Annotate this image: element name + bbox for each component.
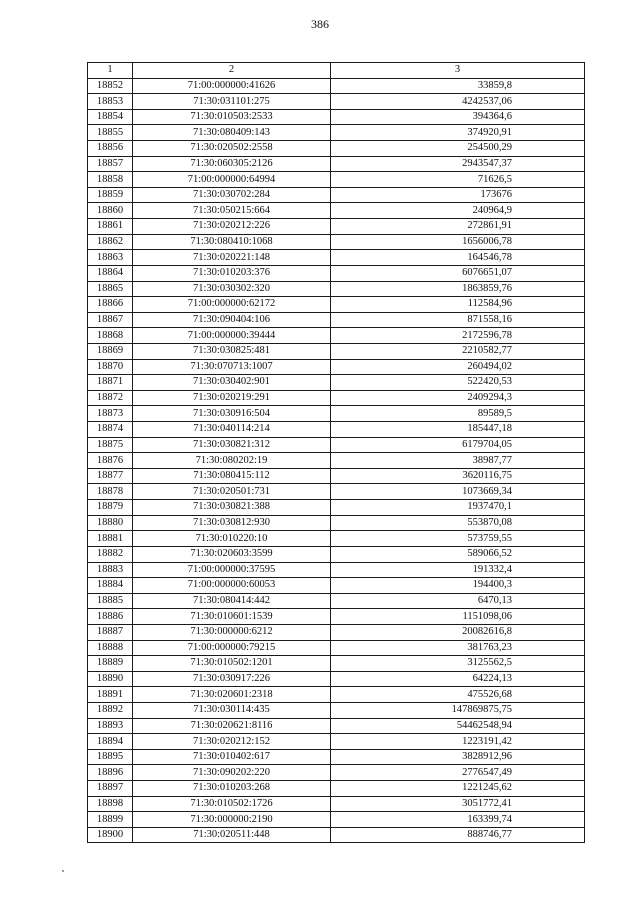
cadastral-number-cell: 71:30:010601:1539 (133, 609, 331, 625)
value-cell: 240964,9 (331, 203, 585, 219)
value-cell: 888746,77 (331, 827, 585, 843)
value-cell: 71626,5 (331, 172, 585, 188)
table-row (88, 702, 585, 718)
scan-speck (62, 870, 64, 872)
table-row (88, 796, 585, 812)
table-row (88, 453, 585, 469)
cadastral-number-cell: 71:00:000000:60053 (133, 578, 331, 594)
value-cell: 871558,16 (331, 312, 585, 328)
cadastral-number-cell: 71:30:020501:731 (133, 484, 331, 500)
table-row (88, 515, 585, 531)
table-row (88, 765, 585, 781)
row-number-cell: 18866 (88, 297, 133, 313)
table-row (88, 827, 585, 843)
table-row (88, 141, 585, 157)
value-cell: 89589,5 (331, 406, 585, 422)
table-row (88, 749, 585, 765)
value-cell: 254500,29 (331, 141, 585, 157)
row-number-cell: 18884 (88, 578, 133, 594)
value-cell: 374920,91 (331, 125, 585, 141)
table-row (88, 359, 585, 375)
cadastral-number-cell: 71:30:030114:435 (133, 702, 331, 718)
table-row (88, 312, 585, 328)
table-row (88, 203, 585, 219)
table-header-row (88, 63, 585, 79)
row-number-cell: 18861 (88, 219, 133, 235)
table-row (88, 734, 585, 750)
column-header-2: 2 (133, 63, 331, 79)
table-row (88, 109, 585, 125)
cadastral-number-cell: 71:30:030402:901 (133, 375, 331, 391)
row-number-cell: 18878 (88, 484, 133, 500)
value-cell: 173676 (331, 187, 585, 203)
row-number-cell: 18874 (88, 422, 133, 438)
table-row (88, 484, 585, 500)
row-number-cell: 18894 (88, 734, 133, 750)
row-number-cell: 18860 (88, 203, 133, 219)
value-cell: 194400,3 (331, 578, 585, 594)
value-cell: 1223191,42 (331, 734, 585, 750)
cadastral-number-cell: 71:30:030916:504 (133, 406, 331, 422)
table-row (88, 250, 585, 266)
cadastral-number-cell: 71:30:040114:214 (133, 422, 331, 438)
table-row (88, 187, 585, 203)
cadastral-number-cell: 71:30:010203:376 (133, 265, 331, 281)
row-number-cell: 18897 (88, 781, 133, 797)
value-cell: 112584,96 (331, 297, 585, 313)
table-row (88, 656, 585, 672)
table-row (88, 390, 585, 406)
cadastral-number-cell: 71:30:030821:388 (133, 500, 331, 516)
value-cell: 147869875,75 (331, 702, 585, 718)
cadastral-number-cell: 71:30:010220:10 (133, 531, 331, 547)
row-number-cell: 18891 (88, 687, 133, 703)
cadastral-number-cell: 71:30:000000:2190 (133, 812, 331, 828)
table-row (88, 609, 585, 625)
table-row (88, 125, 585, 141)
cadastral-number-cell: 71:30:010502:1201 (133, 656, 331, 672)
row-number-cell: 18870 (88, 359, 133, 375)
cadastral-number-cell: 71:30:030302:320 (133, 281, 331, 297)
row-number-cell: 18885 (88, 593, 133, 609)
row-number-cell: 18896 (88, 765, 133, 781)
table-row (88, 578, 585, 594)
table-row (88, 781, 585, 797)
value-cell: 33859,8 (331, 78, 585, 94)
cadastral-number-cell: 71:30:020219:291 (133, 390, 331, 406)
table-row (88, 468, 585, 484)
column-header-1: 1 (88, 63, 133, 79)
row-number-cell: 18871 (88, 375, 133, 391)
cadastral-number-cell: 71:30:080202:19 (133, 453, 331, 469)
row-number-cell: 18882 (88, 546, 133, 562)
table-row (88, 375, 585, 391)
value-cell: 38987,77 (331, 453, 585, 469)
row-number-cell: 18868 (88, 328, 133, 344)
value-cell: 6076651,07 (331, 265, 585, 281)
cadastral-number-cell: 71:30:080410:1068 (133, 234, 331, 250)
row-number-cell: 18853 (88, 94, 133, 110)
row-number-cell: 18875 (88, 437, 133, 453)
table-row (88, 812, 585, 828)
cadastral-number-cell: 71:30:080409:143 (133, 125, 331, 141)
table-row (88, 437, 585, 453)
cadastral-number-cell: 71:30:060305:2126 (133, 156, 331, 172)
value-cell: 54462548,94 (331, 718, 585, 734)
cadastral-number-cell: 71:30:080415:112 (133, 468, 331, 484)
table-row (88, 219, 585, 235)
cadastral-number-cell: 71:30:030702:284 (133, 187, 331, 203)
cadastral-number-cell: 71:30:020212:226 (133, 219, 331, 235)
value-cell: 573759,55 (331, 531, 585, 547)
cadastral-number-cell: 71:30:010503:2533 (133, 109, 331, 125)
cadastral-number-cell: 71:30:010502:1726 (133, 796, 331, 812)
cadastral-number-cell: 71:30:020603:3599 (133, 546, 331, 562)
value-cell: 1073669,34 (331, 484, 585, 500)
row-number-cell: 18863 (88, 250, 133, 266)
value-cell: 185447,18 (331, 422, 585, 438)
table-row (88, 343, 585, 359)
row-number-cell: 18899 (88, 812, 133, 828)
table-row (88, 624, 585, 640)
cadastral-number-cell: 71:30:000000:6212 (133, 624, 331, 640)
row-number-cell: 18877 (88, 468, 133, 484)
cadastral-number-cell: 71:30:090404:106 (133, 312, 331, 328)
row-number-cell: 18873 (88, 406, 133, 422)
cadastral-number-cell: 71:30:031101:275 (133, 94, 331, 110)
table-row (88, 640, 585, 656)
value-cell: 394364,6 (331, 109, 585, 125)
row-number-cell: 18886 (88, 609, 133, 625)
table-row (88, 78, 585, 94)
table-row (88, 94, 585, 110)
cadastral-number-cell: 71:30:010203:268 (133, 781, 331, 797)
row-number-cell: 18854 (88, 109, 133, 125)
value-cell: 1937470,1 (331, 500, 585, 516)
cadastral-number-cell: 71:30:010402:617 (133, 749, 331, 765)
value-cell: 1863859,76 (331, 281, 585, 297)
row-number-cell: 18865 (88, 281, 133, 297)
table-row (88, 234, 585, 250)
cadastral-number-cell: 71:30:050215:664 (133, 203, 331, 219)
value-cell: 3620116,75 (331, 468, 585, 484)
value-cell: 20082616,8 (331, 624, 585, 640)
value-cell: 553870,08 (331, 515, 585, 531)
table-row (88, 156, 585, 172)
table-row (88, 265, 585, 281)
value-cell: 163399,74 (331, 812, 585, 828)
row-number-cell: 18898 (88, 796, 133, 812)
cadastral-number-cell: 71:30:020511:448 (133, 827, 331, 843)
table-row (88, 297, 585, 313)
registry-table (87, 62, 585, 843)
value-cell: 475526,68 (331, 687, 585, 703)
row-number-cell: 18880 (88, 515, 133, 531)
row-number-cell: 18890 (88, 671, 133, 687)
row-number-cell: 18856 (88, 141, 133, 157)
cadastral-number-cell: 71:00:000000:62172 (133, 297, 331, 313)
value-cell: 164546,78 (331, 250, 585, 266)
table-row (88, 671, 585, 687)
cadastral-number-cell: 71:30:020621:8116 (133, 718, 331, 734)
value-cell: 6179704,05 (331, 437, 585, 453)
row-number-cell: 18852 (88, 78, 133, 94)
row-number-cell: 18862 (88, 234, 133, 250)
cadastral-number-cell: 71:30:020601:2318 (133, 687, 331, 703)
value-cell: 522420,53 (331, 375, 585, 391)
row-number-cell: 18858 (88, 172, 133, 188)
table-row (88, 406, 585, 422)
cadastral-number-cell: 71:30:030812:930 (133, 515, 331, 531)
value-cell: 191332,4 (331, 562, 585, 578)
row-number-cell: 18895 (88, 749, 133, 765)
value-cell: 6470,13 (331, 593, 585, 609)
cadastral-number-cell: 71:30:030825:481 (133, 343, 331, 359)
table-row (88, 281, 585, 297)
cadastral-number-cell: 71:00:000000:41626 (133, 78, 331, 94)
cadastral-number-cell: 71:00:000000:79215 (133, 640, 331, 656)
cadastral-number-cell: 71:30:090202:220 (133, 765, 331, 781)
cadastral-number-cell: 71:30:020502:2558 (133, 141, 331, 157)
cadastral-number-cell: 71:30:020221:148 (133, 250, 331, 266)
table-row (88, 718, 585, 734)
value-cell: 1656006,78 (331, 234, 585, 250)
value-cell: 3828912,96 (331, 749, 585, 765)
table-row (88, 546, 585, 562)
row-number-cell: 18869 (88, 343, 133, 359)
value-cell: 3051772,41 (331, 796, 585, 812)
cadastral-number-cell: 71:00:000000:37595 (133, 562, 331, 578)
page-number: 386 (311, 17, 329, 31)
cadastral-number-cell: 71:30:030917:226 (133, 671, 331, 687)
cadastral-number-cell: 71:30:080414:442 (133, 593, 331, 609)
table-row (88, 562, 585, 578)
value-cell: 2172596,78 (331, 328, 585, 344)
row-number-cell: 18879 (88, 500, 133, 516)
table-body (88, 63, 585, 843)
table-row (88, 328, 585, 344)
row-number-cell: 18876 (88, 453, 133, 469)
row-number-cell: 18900 (88, 827, 133, 843)
cadastral-number-cell: 71:00:000000:64994 (133, 172, 331, 188)
column-header-3: 3 (331, 63, 585, 79)
cadastral-number-cell: 71:30:070713:1007 (133, 359, 331, 375)
row-number-cell: 18872 (88, 390, 133, 406)
table-row (88, 531, 585, 547)
cadastral-number-cell: 71:30:030821:312 (133, 437, 331, 453)
value-cell: 4242537,06 (331, 94, 585, 110)
table-row (88, 687, 585, 703)
row-number-cell: 18855 (88, 125, 133, 141)
value-cell: 1221245,62 (331, 781, 585, 797)
value-cell: 1151098,06 (331, 609, 585, 625)
value-cell: 3125562,5 (331, 656, 585, 672)
row-number-cell: 18864 (88, 265, 133, 281)
value-cell: 2943547,37 (331, 156, 585, 172)
row-number-cell: 18883 (88, 562, 133, 578)
row-number-cell: 18889 (88, 656, 133, 672)
row-number-cell: 18857 (88, 156, 133, 172)
row-number-cell: 18867 (88, 312, 133, 328)
row-number-cell: 18881 (88, 531, 133, 547)
value-cell: 260494,02 (331, 359, 585, 375)
cadastral-number-cell: 71:30:020212:152 (133, 734, 331, 750)
table-row (88, 500, 585, 516)
row-number-cell: 18893 (88, 718, 133, 734)
value-cell: 589066,52 (331, 546, 585, 562)
row-number-cell: 18892 (88, 702, 133, 718)
value-cell: 2776547,49 (331, 765, 585, 781)
cadastral-number-cell: 71:00:000000:39444 (133, 328, 331, 344)
table-row (88, 593, 585, 609)
value-cell: 2409294,3 (331, 390, 585, 406)
value-cell: 272861,91 (331, 219, 585, 235)
value-cell: 64224,13 (331, 671, 585, 687)
table-row (88, 422, 585, 438)
row-number-cell: 18888 (88, 640, 133, 656)
value-cell: 2210582,77 (331, 343, 585, 359)
value-cell: 381763,23 (331, 640, 585, 656)
row-number-cell: 18859 (88, 187, 133, 203)
row-number-cell: 18887 (88, 624, 133, 640)
table-row (88, 172, 585, 188)
